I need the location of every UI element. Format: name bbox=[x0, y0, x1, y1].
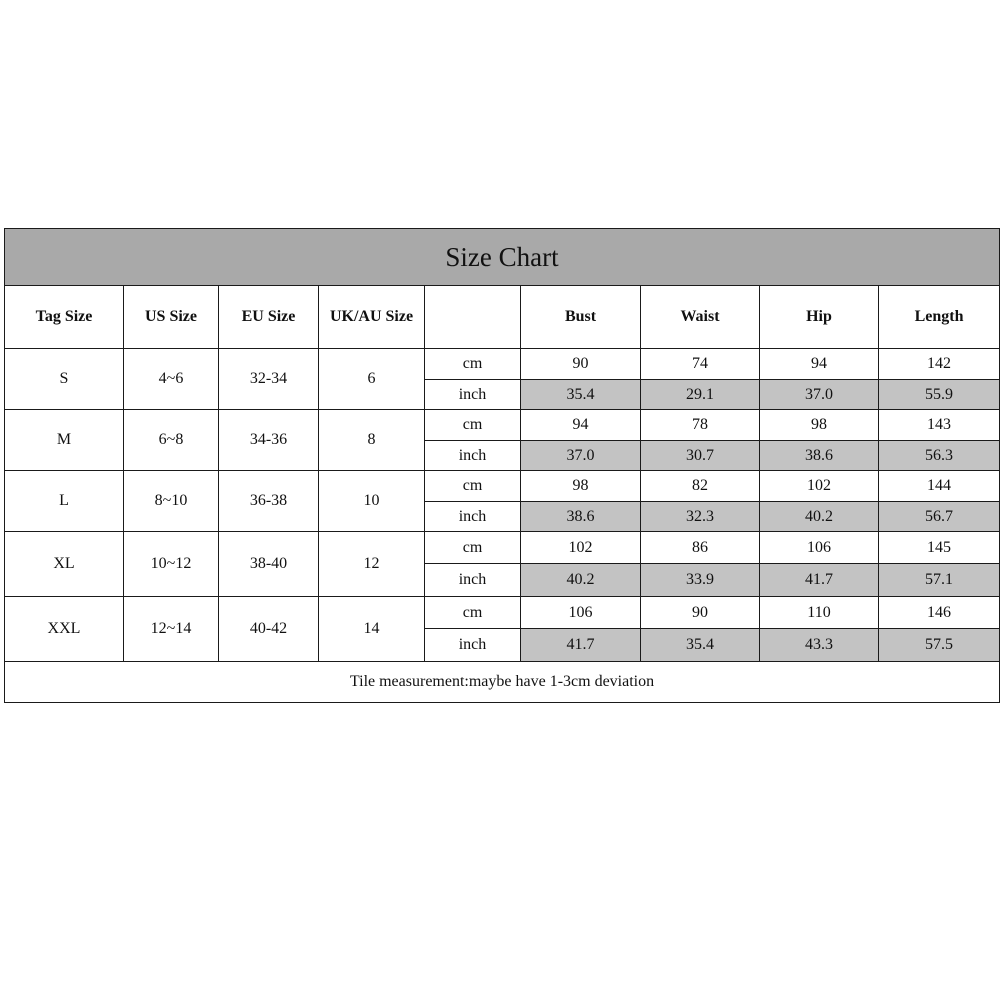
header-tag-size: Tag Size bbox=[5, 286, 124, 349]
unit-inch-cell: inch bbox=[425, 380, 521, 410]
bust-cm-cell: 98 bbox=[521, 471, 641, 502]
hip-inch-cell: 40.2 bbox=[760, 502, 879, 532]
header-unit bbox=[425, 286, 521, 349]
waist-inch-cell: 29.1 bbox=[641, 380, 760, 410]
table-row bbox=[5, 597, 1000, 629]
unit-inch-cell: inch bbox=[425, 502, 521, 532]
hip-inch-cell: 43.3 bbox=[760, 629, 879, 662]
waist-inch-cell: 30.7 bbox=[641, 441, 760, 471]
us-size-cell: 6~8 bbox=[124, 410, 219, 471]
eu-size-cell: 36-38 bbox=[219, 471, 319, 532]
us-size-cell: 10~12 bbox=[124, 532, 219, 597]
header-us-size: US Size bbox=[124, 286, 219, 349]
length-cm-cell: 145 bbox=[879, 532, 1000, 564]
length-cm-cell: 143 bbox=[879, 410, 1000, 441]
us-size-cell: 12~14 bbox=[124, 597, 219, 662]
tag-size-cell: M bbox=[5, 410, 124, 471]
waist-cm-cell: 90 bbox=[641, 597, 760, 629]
length-inch-cell: 55.9 bbox=[879, 380, 1000, 410]
eu-size-cell: 34-36 bbox=[219, 410, 319, 471]
hip-cm-cell: 94 bbox=[760, 349, 879, 380]
ukau-size-cell: 8 bbox=[319, 410, 425, 471]
hip-inch-cell: 38.6 bbox=[760, 441, 879, 471]
header-bust: Bust bbox=[521, 286, 641, 349]
ukau-size-cell: 10 bbox=[319, 471, 425, 532]
unit-inch-cell: inch bbox=[425, 441, 521, 471]
size-chart-table bbox=[4, 228, 1000, 703]
bust-inch-cell: 41.7 bbox=[521, 629, 641, 662]
tag-size-cell: S bbox=[5, 349, 124, 410]
length-cm-cell: 142 bbox=[879, 349, 1000, 380]
unit-cm-cell: cm bbox=[425, 471, 521, 502]
hip-cm-cell: 106 bbox=[760, 532, 879, 564]
ukau-size-cell: 6 bbox=[319, 349, 425, 410]
table-row bbox=[5, 471, 1000, 502]
us-size-cell: 8~10 bbox=[124, 471, 219, 532]
bust-cm-cell: 106 bbox=[521, 597, 641, 629]
length-inch-cell: 56.3 bbox=[879, 441, 1000, 471]
table-row bbox=[5, 532, 1000, 564]
bust-cm-cell: 102 bbox=[521, 532, 641, 564]
length-inch-cell: 57.5 bbox=[879, 629, 1000, 662]
waist-cm-cell: 74 bbox=[641, 349, 760, 380]
waist-inch-cell: 32.3 bbox=[641, 502, 760, 532]
eu-size-cell: 40-42 bbox=[219, 597, 319, 662]
unit-cm-cell: cm bbox=[425, 597, 521, 629]
waist-inch-cell: 33.9 bbox=[641, 564, 760, 597]
eu-size-cell: 38-40 bbox=[219, 532, 319, 597]
header-length: Length bbox=[879, 286, 1000, 349]
unit-cm-cell: cm bbox=[425, 532, 521, 564]
length-inch-cell: 56.7 bbox=[879, 502, 1000, 532]
table-row bbox=[5, 349, 1000, 380]
measurement-note: Tile measurement:maybe have 1-3cm deviation bbox=[5, 662, 1000, 703]
header-hip: Hip bbox=[760, 286, 879, 349]
waist-cm-cell: 78 bbox=[641, 410, 760, 441]
hip-inch-cell: 41.7 bbox=[760, 564, 879, 597]
eu-size-cell: 32-34 bbox=[219, 349, 319, 410]
length-cm-cell: 144 bbox=[879, 471, 1000, 502]
waist-cm-cell: 82 bbox=[641, 471, 760, 502]
tag-size-cell: XXL bbox=[5, 597, 124, 662]
bust-inch-cell: 38.6 bbox=[521, 502, 641, 532]
bust-inch-cell: 40.2 bbox=[521, 564, 641, 597]
waist-inch-cell: 35.4 bbox=[641, 629, 760, 662]
note-row bbox=[5, 662, 1000, 703]
tag-size-cell: L bbox=[5, 471, 124, 532]
hip-inch-cell: 37.0 bbox=[760, 380, 879, 410]
header-waist: Waist bbox=[641, 286, 760, 349]
unit-cm-cell: cm bbox=[425, 349, 521, 380]
bust-inch-cell: 35.4 bbox=[521, 380, 641, 410]
ukau-size-cell: 12 bbox=[319, 532, 425, 597]
hip-cm-cell: 102 bbox=[760, 471, 879, 502]
bust-inch-cell: 37.0 bbox=[521, 441, 641, 471]
hip-cm-cell: 98 bbox=[760, 410, 879, 441]
ukau-size-cell: 14 bbox=[319, 597, 425, 662]
length-cm-cell: 146 bbox=[879, 597, 1000, 629]
bust-cm-cell: 94 bbox=[521, 410, 641, 441]
length-inch-cell: 57.1 bbox=[879, 564, 1000, 597]
tag-size-cell: XL bbox=[5, 532, 124, 597]
us-size-cell: 4~6 bbox=[124, 349, 219, 410]
header-row bbox=[5, 286, 1000, 349]
bust-cm-cell: 90 bbox=[521, 349, 641, 380]
waist-cm-cell: 86 bbox=[641, 532, 760, 564]
table-row bbox=[5, 410, 1000, 441]
header-eu-size: EU Size bbox=[219, 286, 319, 349]
header-ukau-size: UK/AU Size bbox=[319, 286, 425, 349]
hip-cm-cell: 110 bbox=[760, 597, 879, 629]
unit-cm-cell: cm bbox=[425, 410, 521, 441]
unit-inch-cell: inch bbox=[425, 564, 521, 597]
chart-title: Size Chart bbox=[5, 229, 1000, 286]
unit-inch-cell: inch bbox=[425, 629, 521, 662]
